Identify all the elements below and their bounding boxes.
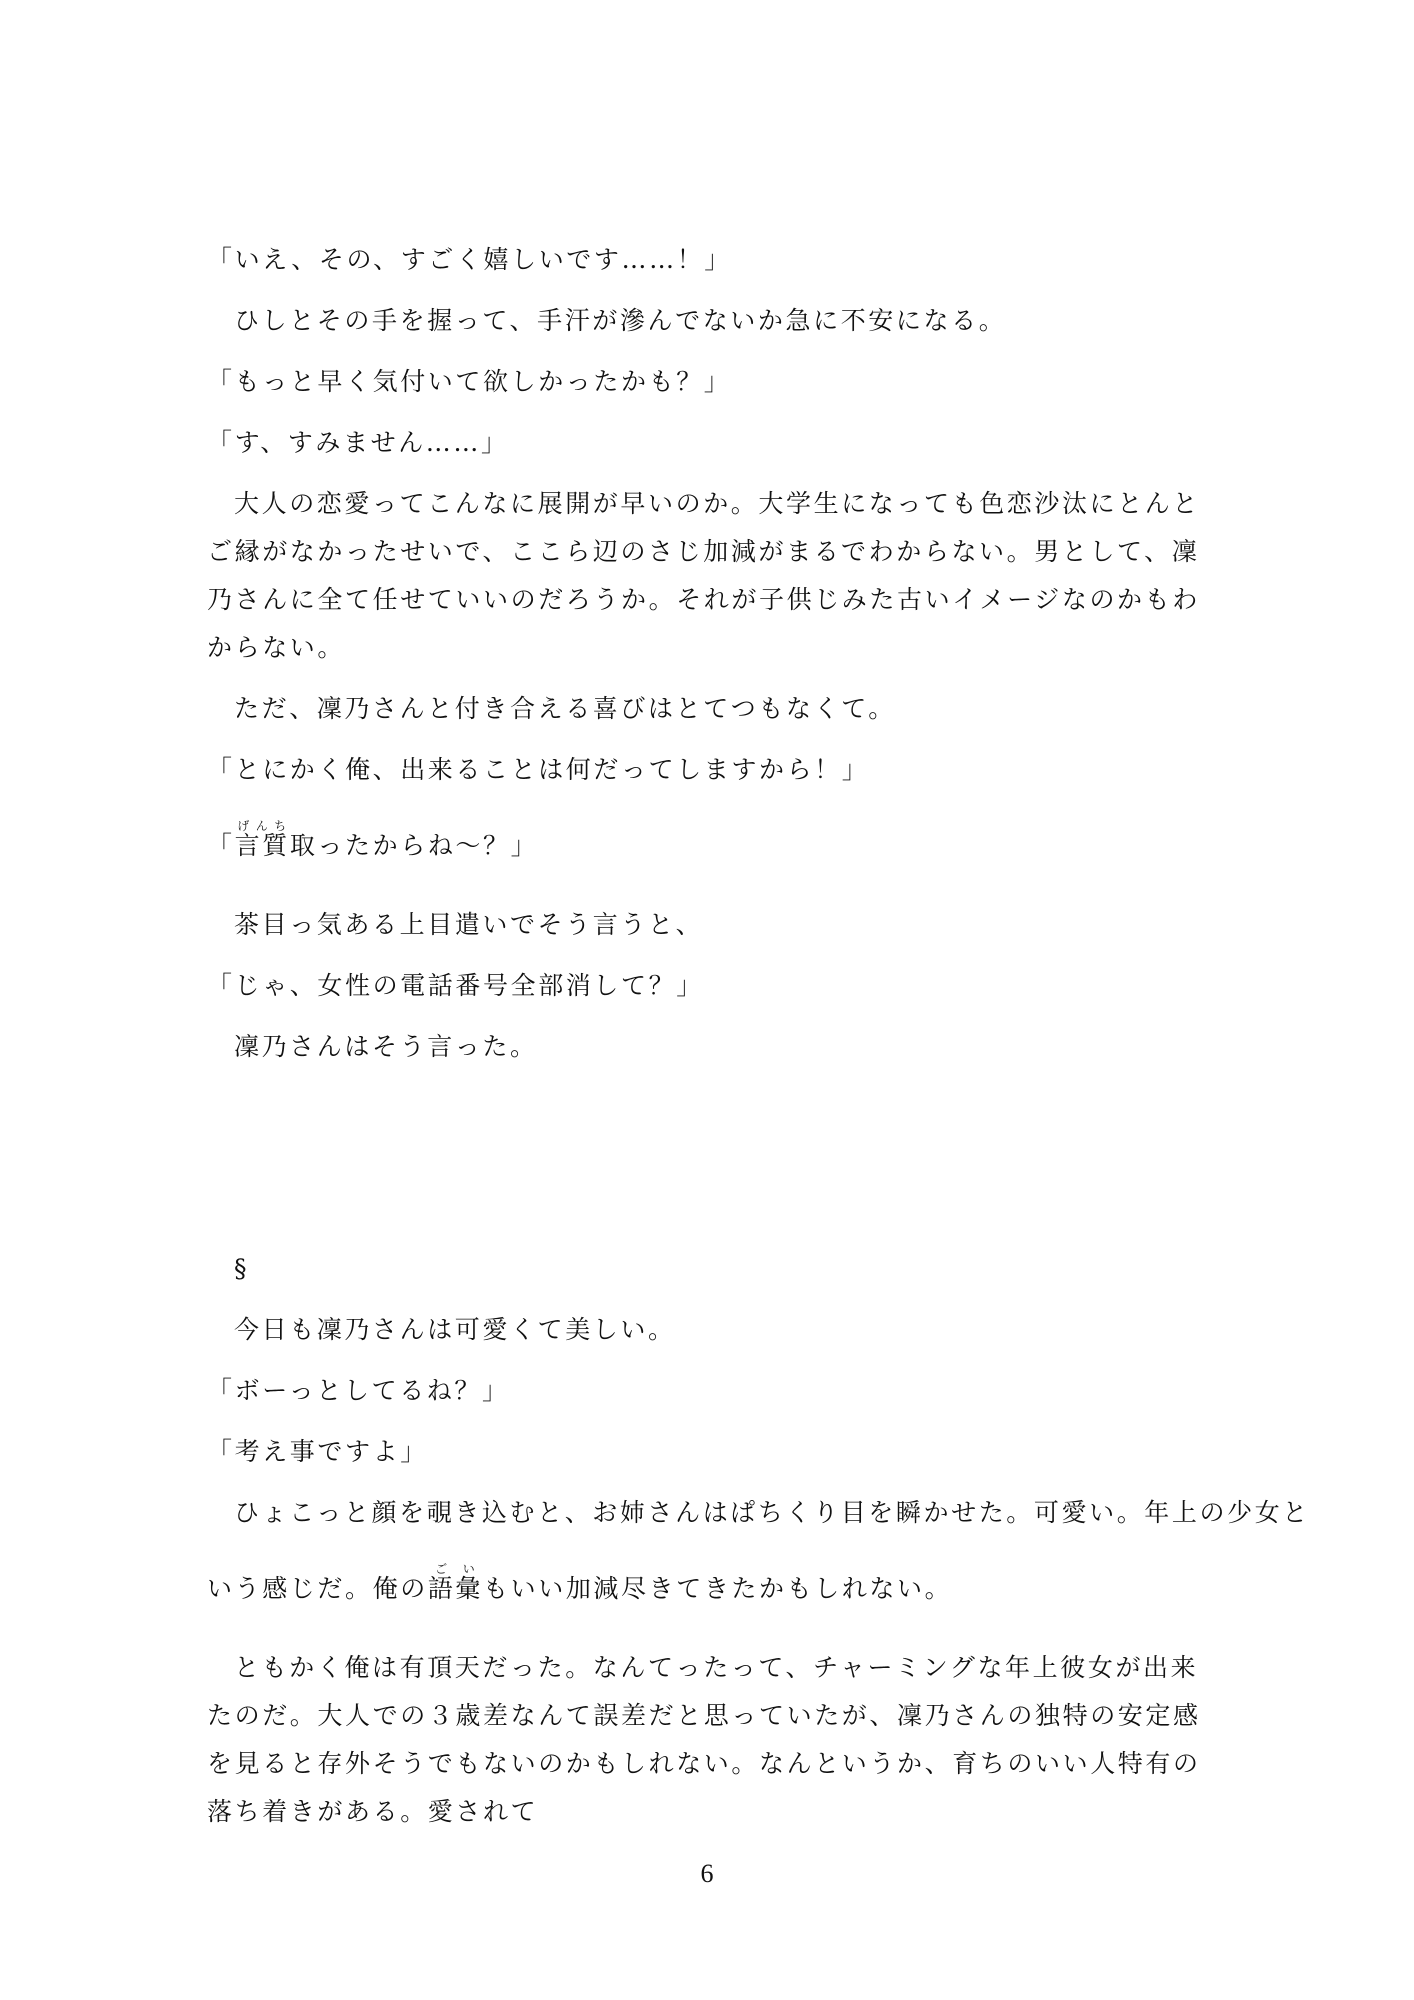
text-run: 「いえ、その、すごく嬉しいです……！」	[207, 245, 732, 274]
text-run: 大人の恋愛ってこんなに展開が早いのか。大学生になっても色恋沙汰にとんとご縁がなかったせいで、ここら辺のさじ加減がまるでわからない。男として、凜乃さんに全て任せていいのだろうか。それが子供じみた古いイメージなのかもわからない。	[207, 489, 1201, 662]
text-run: もいい加減尽きてきたかもしれない。	[483, 1574, 953, 1603]
ruby-reading: ごい	[427, 1562, 484, 1576]
body-text	[207, 236, 1310, 1836]
text-run: 取ったからね～？」	[289, 831, 539, 860]
ruby-annotation	[234, 819, 290, 860]
text-run: 茶目っ気ある上目遣いでそう言うと、	[234, 910, 704, 939]
narration-paragraph	[207, 1644, 1207, 1836]
dialogue-line	[207, 962, 1207, 1010]
ruby-annotation	[427, 1562, 484, 1603]
narration-paragraph	[207, 1306, 1207, 1354]
page-number: 6	[700, 1859, 714, 1888]
text-run: 今日も凜乃さんは可愛くて美しい。	[234, 1315, 676, 1344]
narration-paragraph	[207, 1245, 1207, 1293]
text-run: 「	[207, 831, 235, 860]
dialogue-line	[207, 1367, 1207, 1415]
narration-paragraph	[207, 297, 1207, 345]
narration-paragraph	[207, 1489, 1310, 1537]
dialogue-line	[207, 1428, 1207, 1476]
text-run: §	[234, 1254, 250, 1283]
text-run: 「ボーっとしてるね？」	[207, 1376, 510, 1405]
text-run: 「考え事ですよ」	[207, 1437, 428, 1466]
ruby-reading: げんち	[234, 819, 290, 833]
text-run: 「す、すみません……」	[207, 428, 509, 457]
dialogue-line	[207, 819, 1207, 870]
text-run: ともかく俺は有頂天だった。なんてったって、チャーミングな年上彼女が出来たのだ。大人での３歳差なんて誤差だと思っていたが、凜乃さんの独特の安定感を見ると存外そうでもないのかもしれない。なんというか、育ちのいい人特有の落ち着きがある。愛されて	[207, 1653, 1201, 1826]
text-run: 「とにかく俺、出来ることは何だってしますから！」	[207, 755, 870, 784]
narration-paragraph	[207, 901, 1207, 949]
dialogue-line	[207, 746, 1207, 794]
narration-paragraph	[207, 480, 1207, 672]
dialogue-line	[207, 1562, 1207, 1613]
text-run: いう感じだ。俺の	[207, 1574, 428, 1603]
text-run: 凜乃さんはそう言った。	[234, 1032, 538, 1061]
text-run: 「じゃ、女性の電話番号全部消して？」	[207, 971, 704, 1000]
narration-paragraph	[207, 685, 1207, 733]
narration-paragraph	[207, 1023, 1207, 1071]
text-run: ただ、凜乃さんと付き合える喜びはとてつもなくて。	[234, 694, 896, 723]
text-run: ひしとその手を握って、手汗が滲んでないか急に不安になる。	[234, 306, 1007, 335]
text-run: 「もっと早く気付いて欲しかったかも？」	[207, 367, 732, 396]
text-run: ひょこっと顔を覗き込むと、お姉さんはぱちくり目を瞬かせた。可愛い。年上の少女と	[234, 1498, 1310, 1527]
ruby-base: 言質	[234, 831, 290, 860]
dialogue-line	[207, 358, 1207, 406]
ruby-base: 語彙	[427, 1574, 484, 1603]
dialogue-line	[207, 236, 1207, 284]
dialogue-line	[207, 419, 1207, 467]
